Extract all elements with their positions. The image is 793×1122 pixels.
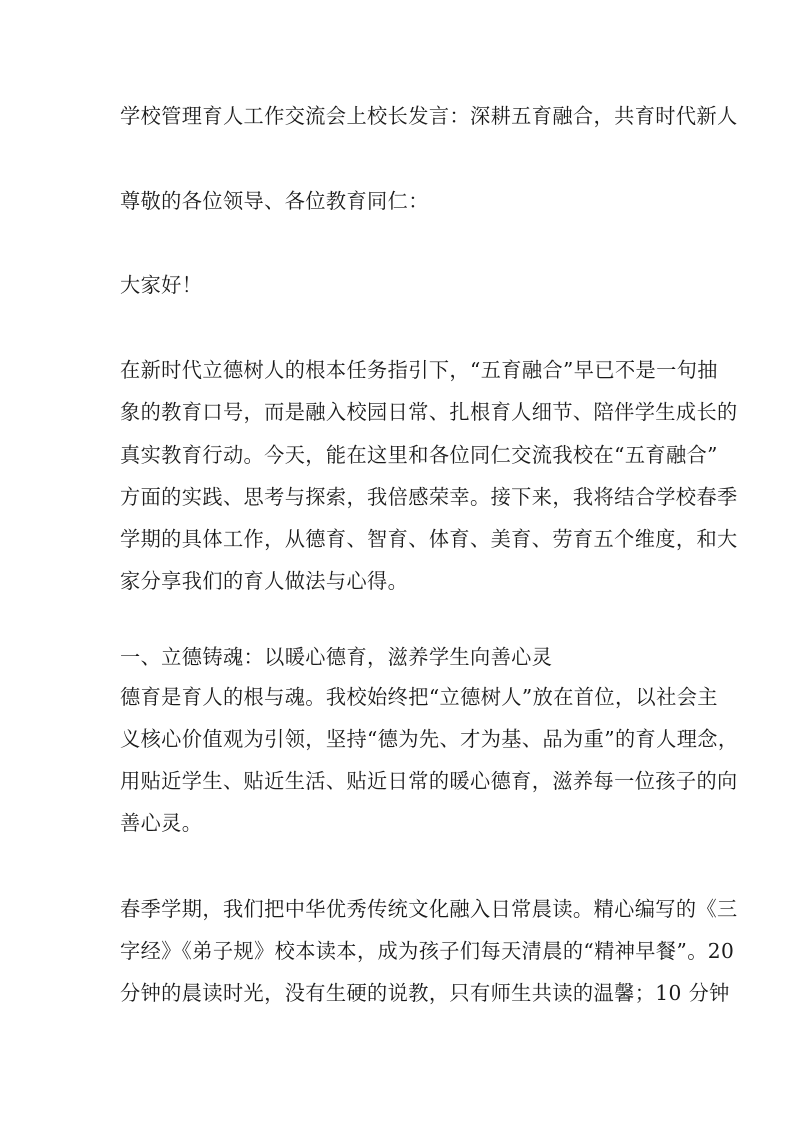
salutation: 尊敬的各位领导、各位教育同仁：	[120, 189, 429, 213]
paragraph-line: 字经》《弟子规》校本读本，成为孩子们每天清晨的“精神早餐”。20	[120, 939, 735, 963]
paragraph-line: 善心灵。	[120, 811, 203, 835]
paragraph-line: 义核心价值观为引领，坚持“德为先、才为基、品为重”的育人理念，	[120, 727, 739, 751]
paragraph-line: 方面的实践、思考与探索，我倍感荣幸。接下来，我将结合学校春季	[120, 485, 738, 509]
paragraph-line: 春季学期，我们把中华优秀传统文化融入日常晨读。精心编写的《三	[120, 897, 738, 921]
paragraph-line: 真实教育行动。今天，能在这里和各位同仁交流我校在“五育融合”	[120, 443, 718, 467]
document-title: 学校管理育人工作交流会上校长发言：深耕五育融合，共育时代新人	[120, 104, 738, 128]
paragraph-line: 用贴近学生、贴近生活、贴近日常的暖心德育，滋养每一位孩子的向	[120, 769, 738, 793]
paragraph-line: 德育是育人的根与魂。我校始终把“立德树人”放在首位，以社会主	[120, 685, 718, 709]
paragraph-line: 学期的具体工作，从德育、智育、体育、美育、劳育五个维度，和大	[120, 527, 738, 551]
paragraph-line: 在新时代立德树人的根本任务指引下，“五育融合”早已不是一句抽	[120, 358, 718, 382]
paragraph-line: 家分享我们的育人做法与心得。	[120, 569, 409, 593]
greeting: 大家好！	[120, 273, 203, 297]
paragraph-line: 分钟的晨读时光，没有生硬的说教，只有师生共读的温馨；10 分钟	[120, 981, 730, 1005]
paragraph-line: 象的教育口号，而是融入校园日常、扎根育人细节、陪伴学生成长的	[120, 400, 738, 424]
section-heading: 一、立德铸魂：以暖心德育，滋养学生向善心灵	[120, 645, 553, 669]
